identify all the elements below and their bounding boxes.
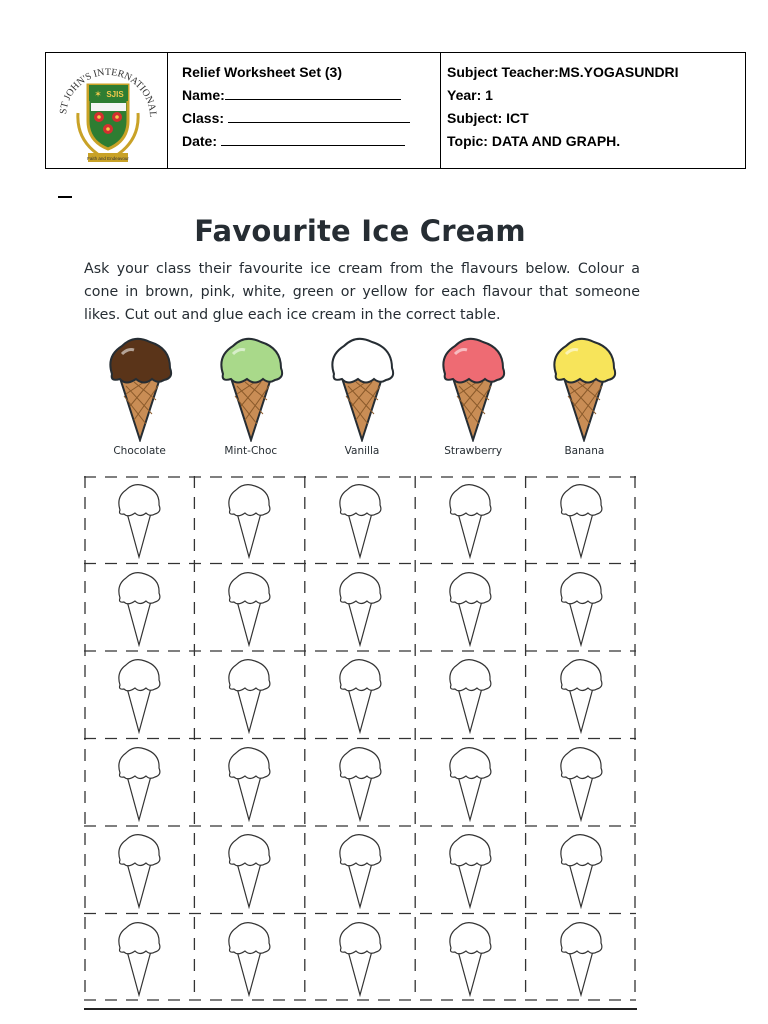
tally-cell[interactable]	[415, 476, 525, 564]
tally-cell[interactable]	[84, 564, 194, 652]
tally-cell[interactable]	[84, 826, 194, 914]
svg-text:SJIS: SJIS	[106, 90, 124, 99]
tally-cell[interactable]	[194, 739, 304, 827]
ice-cream-outline-icon	[114, 744, 164, 822]
ice-cream-outline-icon	[224, 831, 274, 909]
subject-label: Subject: ICT	[447, 110, 529, 126]
tally-cell[interactable]	[84, 651, 194, 739]
tally-cell[interactable]	[305, 651, 415, 739]
flavour-vanilla	[306, 330, 418, 462]
ice-cream-outline-icon	[224, 569, 274, 647]
ice-cream-icon	[326, 334, 398, 442]
tally-cell[interactable]	[194, 914, 304, 1002]
ice-cream-outline-icon	[114, 481, 164, 559]
tally-cell[interactable]	[415, 739, 525, 827]
worksheet-info-cell	[168, 53, 441, 168]
name-label: Name:	[182, 87, 225, 103]
ice-cream-outline-icon	[445, 569, 495, 647]
header-table	[45, 52, 746, 169]
ice-cream-outline-icon	[556, 481, 606, 559]
flavour-label: Chocolate	[113, 445, 166, 457]
ice-cream-icon	[548, 334, 620, 442]
flavour-mint-choc	[195, 330, 307, 462]
tally-cell[interactable]	[526, 564, 636, 652]
ice-cream-outline-icon	[224, 919, 274, 997]
ice-cream-outline-icon	[224, 656, 274, 734]
date-field[interactable]	[182, 130, 440, 153]
ice-cream-outline-icon	[335, 656, 385, 734]
ice-cream-outline-icon	[114, 831, 164, 909]
tally-cell[interactable]	[526, 826, 636, 914]
name-field[interactable]	[182, 84, 440, 107]
svg-text:✶: ✶	[94, 89, 102, 99]
tally-cell[interactable]	[84, 476, 194, 564]
ice-cream-outline-icon	[335, 919, 385, 997]
ice-cream-outline-icon	[224, 744, 274, 822]
svg-text:ST JOHN'S INTERNATIONAL: ST JOHN'S INTERNATIONAL	[58, 66, 159, 118]
tally-cell[interactable]	[194, 564, 304, 652]
tally-cell[interactable]	[305, 476, 415, 564]
flavour-label: Strawberry	[444, 445, 503, 457]
topic-label: Topic: DATA AND GRAPH.	[447, 133, 621, 149]
worksheet-title: Favourite Ice Cream	[194, 214, 526, 248]
tally-cell[interactable]	[84, 739, 194, 827]
ice-cream-icon	[215, 334, 287, 442]
ice-cream-outline-icon	[556, 744, 606, 822]
worksheet-instructions: Ask your class their favourite ice cream from the flavours below. Colour a cone in brown, pink, white, green or yellow for each flavour that someone likes. Cut out and glue each ice cream in the correct table.	[84, 261, 640, 323]
flavour-label: Vanilla	[344, 445, 380, 457]
ice-cream-outline-icon	[445, 744, 495, 822]
ice-cream-outline-icon	[556, 569, 606, 647]
class-label: Class:	[182, 110, 225, 126]
tally-cell[interactable]	[526, 914, 636, 1002]
tally-cell[interactable]	[415, 651, 525, 739]
tally-cell[interactable]	[526, 651, 636, 739]
tally-cell[interactable]	[526, 476, 636, 564]
bottom-rule	[84, 1008, 637, 1010]
tally-cell[interactable]	[305, 564, 415, 652]
teacher-label: Subject Teacher:MS.YOGASUNDRI	[447, 64, 679, 80]
ice-cream-outline-icon	[224, 481, 274, 559]
ice-cream-outline-icon	[114, 569, 164, 647]
ice-cream-outline-icon	[335, 481, 385, 559]
tally-cell[interactable]	[415, 826, 525, 914]
class-field[interactable]	[182, 107, 440, 130]
tally-cell[interactable]	[305, 739, 415, 827]
flavour-banana	[528, 330, 640, 462]
flavour-strawberry	[417, 330, 529, 462]
dash-mark	[58, 196, 72, 198]
svg-text:Faith and Endeavour: Faith and Endeavour	[87, 156, 129, 161]
ice-cream-outline-icon	[445, 919, 495, 997]
ice-cream-outline-icon	[445, 831, 495, 909]
ice-cream-outline-icon	[556, 656, 606, 734]
ice-cream-icon	[104, 334, 176, 442]
logo-cell	[46, 53, 168, 168]
worksheet-set-label: Relief Worksheet Set (3)	[182, 64, 343, 80]
tally-cell[interactable]	[194, 826, 304, 914]
subject-info-cell	[441, 53, 745, 168]
ice-cream-outline-icon	[335, 744, 385, 822]
tally-cell[interactable]	[194, 476, 304, 564]
tally-cell[interactable]	[194, 651, 304, 739]
ice-cream-outline-icon	[114, 919, 164, 997]
ice-cream-outline-icon	[335, 569, 385, 647]
school-logo-icon	[52, 55, 162, 167]
ice-cream-outline-icon	[445, 481, 495, 559]
tally-cell[interactable]	[415, 564, 525, 652]
tally-cell[interactable]	[415, 914, 525, 1002]
flavour-label: Banana	[564, 445, 605, 457]
ice-cream-outline-icon	[556, 831, 606, 909]
ice-cream-outline-icon	[335, 831, 385, 909]
tally-cell[interactable]	[84, 914, 194, 1002]
tally-cell[interactable]	[305, 826, 415, 914]
tally-cell[interactable]	[305, 914, 415, 1002]
ice-cream-outline-icon	[114, 656, 164, 734]
ice-cream-outline-icon	[556, 919, 606, 997]
date-label: Date:	[182, 133, 218, 149]
flavour-row	[84, 330, 640, 462]
flavour-chocolate	[84, 330, 196, 462]
flavour-label: Mint-Choc	[224, 445, 278, 457]
tally-cell[interactable]	[526, 739, 636, 827]
tally-grid	[84, 476, 636, 1001]
ice-cream-icon	[437, 334, 509, 442]
year-label: Year: 1	[447, 87, 493, 103]
ice-cream-outline-icon	[445, 656, 495, 734]
